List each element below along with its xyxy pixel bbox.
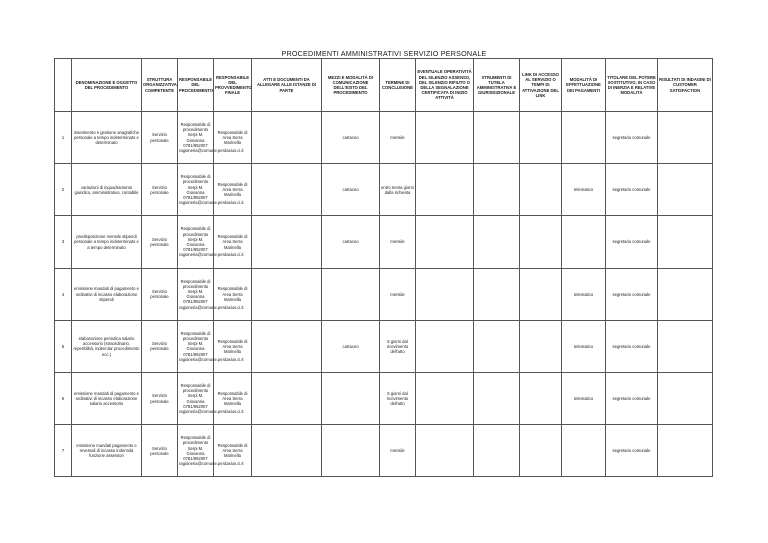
- table-cell: telematico: [562, 320, 606, 372]
- procedures-table: [54, 58, 713, 477]
- table-cell: [520, 164, 562, 216]
- table-cell: [474, 425, 520, 477]
- column-header: TERMINE DI CONCLUSIONE: [380, 59, 416, 112]
- table-cell: [252, 425, 322, 477]
- table-cell: cartaceo: [322, 164, 380, 216]
- table-cell: Servizio personale: [142, 320, 178, 372]
- table-cell: cartaceo: [322, 112, 380, 164]
- table-cell: [474, 320, 520, 372]
- column-header: RESPONSABILE DEL PROVVEDIMENTO FINALE: [214, 59, 252, 112]
- column-header: ATTI E DOCUMENTI DA ALLEGARE ALLE ISTANZE DI PARTE: [252, 59, 322, 112]
- page-title: PROCEDIMENTI AMMINISTRATIVI SERVIZIO PERSONALE: [281, 49, 487, 58]
- header-row: [55, 59, 713, 112]
- table-cell: cartaceo: [322, 320, 380, 372]
- table-cell: Responsabile di Area Serra Marinella: [214, 164, 252, 216]
- table-cell: [474, 268, 520, 320]
- table-cell: elaborazione periodica salario accessorio (straordinario, reperibilità, indennita' procedimento ecc.): [72, 320, 142, 372]
- table-cell: [474, 216, 520, 268]
- table-row: [55, 164, 713, 216]
- column-header: [55, 59, 72, 112]
- table-cell: [416, 372, 474, 424]
- table-cell: Responsabile di procedimento Serpi M. Giovanna 0781/952007 ragioneria@comune.perdaxius.ci.it: [178, 216, 214, 268]
- table-cell: [416, 320, 474, 372]
- table-cell: Servizio personale: [142, 216, 178, 268]
- table-cell: [562, 216, 606, 268]
- table-cell: [416, 164, 474, 216]
- table-cell: inserimento e gestione anagrafiche personale a tempo indeterminato e determinato: [72, 112, 142, 164]
- table-cell: 5 giorni dal ricevimento dell'atto: [380, 372, 416, 424]
- table-cell: [520, 216, 562, 268]
- table-cell: segretario comunale: [606, 216, 658, 268]
- table-cell: Responsabile di Area Serra Marinella: [214, 112, 252, 164]
- table-cell: telematico: [562, 268, 606, 320]
- row-number: 4: [55, 268, 72, 320]
- table-cell: variazioni di inquadramento giuridico, amministrativo, contabile: [72, 164, 142, 216]
- table-cell: predisposizione mensile stipendi personale a tempo indeterminato e a tempo determinato: [72, 216, 142, 268]
- table-cell: Responsabile di procedimento Serpi M. Giovanna 0781/952007 ragioneria@comune.perdaxius.ci.it: [178, 164, 214, 216]
- column-header: MEZZI E MODALITÀ DI COMUNICAZIONE DELL'ESITO DEL PROCEDIMENTO: [322, 59, 380, 112]
- table-cell: [520, 112, 562, 164]
- table-cell: [322, 425, 380, 477]
- table-cell: [416, 216, 474, 268]
- table-cell: Servizio personale: [142, 268, 178, 320]
- column-header: DENOMINAZIONE E OGGETTO DEL PROCEDIMENTO: [72, 59, 142, 112]
- table-row: [55, 320, 713, 372]
- row-number: 1: [55, 112, 72, 164]
- table-cell: [416, 268, 474, 320]
- table-cell: Servizio personale: [142, 372, 178, 424]
- table-cell: mensile: [380, 216, 416, 268]
- column-header: RESPONSABILE DEL PROCEDIMENTO: [178, 59, 214, 112]
- table-cell: Responsabile di procedimento Serpi M. Giovanna 0781/952007 ragioneria@comune.perdaxius.ci.it: [178, 425, 214, 477]
- column-header: EVENTUALE OPERATIVITÀ DEL SILENZIO ASSENSO, DEL SILENZIO RIFIUTO O DELLA SEGNALAZIONE CERTIFICATA DI INIZIO ATTIVITÀ: [416, 59, 474, 112]
- table-cell: Responsabile di procedimento Serpi M. Giovanna 0781/952007 ragioneria@comune.perdaxius.ci.it: [178, 320, 214, 372]
- table-cell: Responsabile di Area Serra Marinella: [214, 268, 252, 320]
- table-header: [55, 59, 713, 112]
- table-cell: Responsabile di Area Serra Marinella: [214, 216, 252, 268]
- table-cell: 5 giorni dal ricevimento dell'atto: [380, 320, 416, 372]
- table-row: [55, 372, 713, 424]
- table-cell: telematico: [562, 372, 606, 424]
- table-cell: [520, 425, 562, 477]
- column-header: TITOLARE DEL POTERE SOSTITUTIVO, IN CASO DI INERZIA E RELATIVE MODALITÀ: [606, 59, 658, 112]
- table-body: [55, 112, 713, 477]
- table-cell: emissione mandati di pagamento e ordinativi di incasso elaborazione stipendi: [72, 268, 142, 320]
- table-cell: [252, 320, 322, 372]
- row-number: 3: [55, 216, 72, 268]
- table-cell: Servizio personale: [142, 164, 178, 216]
- table-cell: emissione mandati di pagamento e ordinativi di incasso elaborazione salario accessorio: [72, 372, 142, 424]
- table-cell: [474, 164, 520, 216]
- table-cell: [658, 164, 713, 216]
- table-cell: mensile: [380, 112, 416, 164]
- table-cell: [474, 112, 520, 164]
- table-cell: Responsabile di procedimento Serpi M. Giovanna 0781/952007 ragioneria@comune.perdaxius.ci.it: [178, 372, 214, 424]
- column-header: STRUMENTI DI TUTELA AMMINISTRATIVA E GIURISDIZIONALE: [474, 59, 520, 112]
- table-cell: cartaceo: [322, 216, 380, 268]
- table-cell: segretario comunale: [606, 372, 658, 424]
- row-number: 5: [55, 320, 72, 372]
- column-header: MODALITÀ DI EFFETTUAZIONE DEI PAGAMENTI: [562, 59, 606, 112]
- table-cell: segretario comunale: [606, 425, 658, 477]
- table-cell: [252, 268, 322, 320]
- table-cell: [520, 320, 562, 372]
- table-row: [55, 425, 713, 477]
- table-cell: [520, 372, 562, 424]
- table-cell: mensile: [380, 425, 416, 477]
- table-row: [55, 216, 713, 268]
- table-cell: [322, 268, 380, 320]
- table-cell: [322, 372, 380, 424]
- table-cell: [562, 425, 606, 477]
- table-cell: Servizio personale: [142, 112, 178, 164]
- table-cell: Responsabile di Area Serra Marinella: [214, 425, 252, 477]
- table-cell: segretario comunale: [606, 268, 658, 320]
- table-cell: segretario comunale: [606, 320, 658, 372]
- table-cell: Responsabile di Area Serra Marinella: [214, 372, 252, 424]
- table-cell: telematico: [562, 164, 606, 216]
- column-header: RISULTATI DI INDAGINI DI CUSTOMER SATISFACTION: [658, 59, 713, 112]
- table-cell: segretario comunale: [606, 112, 658, 164]
- table-cell: [474, 372, 520, 424]
- table-row: [55, 112, 713, 164]
- row-number: 7: [55, 425, 72, 477]
- table-cell: mensile: [380, 268, 416, 320]
- column-header: STRUTTURA ORGANIZZATIVA COMPETENTE: [142, 59, 178, 112]
- table-cell: [252, 164, 322, 216]
- table-cell: Responsabile di procedimento Serpi M. Giovanna 0781/952007 ragioneria@comune.perdaxius.ci.it: [178, 112, 214, 164]
- table-cell: [520, 268, 562, 320]
- table-cell: entro trenta giorni dalla richiesta: [380, 164, 416, 216]
- table-cell: [658, 425, 713, 477]
- table-cell: [416, 112, 474, 164]
- table-cell: [252, 372, 322, 424]
- table-cell: [658, 320, 713, 372]
- table-cell: [416, 425, 474, 477]
- table-cell: [658, 372, 713, 424]
- table-cell: [658, 268, 713, 320]
- table-cell: Responsabile di Area Serra Marinella: [214, 320, 252, 372]
- row-number: 2: [55, 164, 72, 216]
- row-number: 6: [55, 372, 72, 424]
- table-cell: [658, 216, 713, 268]
- table-cell: segretario comunale: [606, 164, 658, 216]
- table-cell: Servizio personale: [142, 425, 178, 477]
- column-header: LINK DI ACCESSO AL SERVIZIO O TEMPI DI ATTIVAZIONE DEL LINK: [520, 59, 562, 112]
- table-cell: [252, 112, 322, 164]
- table-cell: [658, 112, 713, 164]
- table-cell: [252, 216, 322, 268]
- table-cell: [562, 112, 606, 164]
- table-cell: Responsabile di procedimento Serpi M. Giovanna 0781/952007 ragioneria@comune.perdaxius.ci.it: [178, 268, 214, 320]
- table-row: [55, 268, 713, 320]
- table-cell: emissione mandati pagamento e reversali di incasso indennità funzione assessori: [72, 425, 142, 477]
